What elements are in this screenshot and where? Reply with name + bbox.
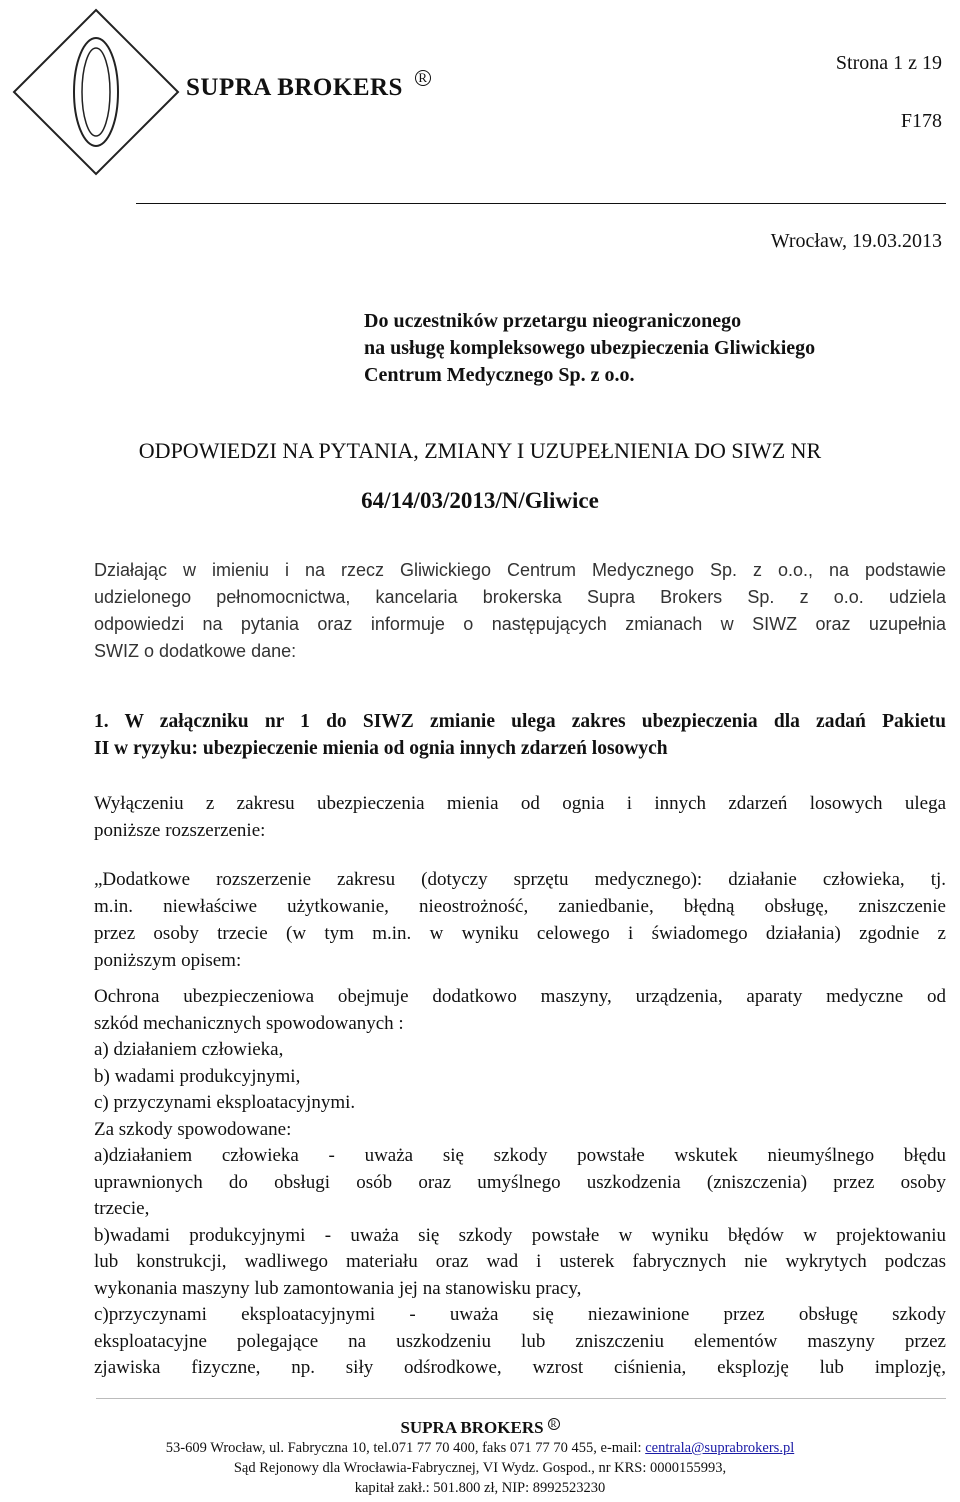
paragraph-line: lub konstrukcji, wadliwego materiału oraz wad i usterek fabrycznych nie wykrytych podczas (94, 1251, 946, 1272)
paragraph-line: poniższym opisem: (94, 950, 242, 971)
footer-divider (96, 1398, 946, 1399)
paragraph-line: Ochrona ubezpieczeniowa obejmuje dodatkowo maszyny, urządzenia, aparaty medyczne od (94, 986, 946, 1007)
footer (0, 1418, 960, 1498)
supra-brokers-logo-icon (8, 4, 184, 180)
paragraph-line: trzecie, (94, 1198, 150, 1219)
footer-address-text: 53-609 Wrocław, ul. Fabryczna 10, tel.071 77 70 400, faks 071 77 70 455, e-mail: (165, 1440, 646, 1456)
header-divider (136, 203, 946, 204)
form-code: F178 (900, 110, 942, 132)
paragraph-line: Za szkody spowodowane: (94, 1118, 292, 1140)
page-number: Strona 1 z 19 (835, 52, 942, 74)
list-item: c) przyczynami eksploatacyjnymi. (94, 1092, 356, 1113)
title-line-1: ODPOWIEDZI NA PYTANIA, ZMIANY I UZUPEŁNIENIA DO SIWZ NR (138, 438, 822, 463)
paragraph-line: szkód mechanicznych spowodowanych : (94, 1012, 404, 1034)
paragraph-line: udzielonego pełnomocnictwa, kancelaria brokerska Supra Brokers Sp. z o.o. udziela (94, 587, 946, 607)
list-item: b) wadami produkcyjnymi, (94, 1065, 301, 1087)
document-date: Wrocław, 19.03.2013 (770, 230, 942, 252)
paragraph-line: przez osoby trzecie (w tym m.in. w wyniku celowego i świadomego działania) zgodnie z (94, 923, 946, 944)
paragraph-line: poniższe rozszerzenie: (94, 820, 266, 841)
footer-brand-text: SUPRA BROKERS (400, 1418, 544, 1437)
addressee-line: Do uczestników przetargu nieograniczonego (364, 310, 742, 332)
title-reference-number: 64/14/03/2013/N/Gliwice (361, 488, 599, 513)
footer-court-registration: Sąd Rejonowy dla Wrocławia-Fabrycznej, VI Wydz. Gospod., nr KRS: 0000155993, (233, 1460, 727, 1476)
paragraph-line: Działając w imieniu i na rzecz Gliwickiego Centrum Medycznego Sp. z o.o., na podstawie (94, 560, 946, 580)
brand-text: SUPRA BROKERS (186, 74, 403, 101)
paragraph-line: „Dodatkowe rozszerzenie zakresu (dotyczy sprzętu medycznego): działanie człowieka, tj. (94, 869, 946, 890)
addressee-line: na usługę kompleksowego ubezpieczenia Gliwickiego (364, 337, 816, 359)
paragraph-line: c)przyczynami eksploatacyjnymi - uważa się niezawinione przez obsługę szkody (94, 1304, 946, 1325)
addressee-line: Centrum Medycznego Sp. z o.o. (364, 364, 635, 386)
paragraph-line: zjawiska fizyczne, np. siły odśrodkowe, wzrost ciśnienia, eksplozję lub implozję, (94, 1357, 946, 1378)
paragraph-line: eksploatacyjne polegające na uszkodzeniu lub zniszczeniu elementów maszyny przez (94, 1330, 946, 1352)
paragraph-line: a)działaniem człowieka - uważa się szkody powstałe wskutek nieumyślnego błędu (94, 1145, 946, 1166)
item-1-heading (94, 708, 946, 762)
footer-address (0, 1438, 960, 1458)
registered-mark-icon: R (415, 70, 431, 86)
list-item: a) działaniem człowieka, (94, 1039, 284, 1060)
paragraph-line: uprawnionych do obsługi osób oraz umyślnego uszkodzenia (zniszczenia) przez osoby (94, 1171, 946, 1193)
registered-mark-icon: R (548, 1418, 560, 1430)
brand-name (186, 70, 431, 102)
paragraph-line: m.in. niewłaściwe użytkowanie, nieostrożność, zaniedbanie, błędną obsługę, zniszczenie (94, 896, 946, 917)
addressee-block (364, 308, 815, 389)
footer-capital: kapitał zakł.: 501.800 zł, NIP: 8992523230 (354, 1480, 606, 1496)
document-title (0, 436, 960, 516)
paragraph-line: wykonania maszyny lub zamontowania jej na stanowisku pracy, (94, 1277, 582, 1299)
paragraph-line: Wyłączeniu z zakresu ubezpieczenia mienia od ognia i innych zdarzeń losowych ulega (94, 793, 946, 814)
coverage-description (94, 984, 946, 1382)
heading-line: II w ryzyku: ubezpieczenie mienia od ognia innych zdarzeń losowych (94, 738, 668, 759)
paragraph-line: b)wadami produkcyjnymi - uważa się szkody powstałe w wyniku błędów w projektowaniu (94, 1224, 946, 1246)
heading-line: 1. W załączniku nr 1 do SIWZ zmianie ulega zakres ubezpieczenia dla zadań Pakietu (94, 711, 946, 732)
footer-email-link[interactable]: centrala@suprabrokers.pl (645, 1440, 795, 1456)
footer-brand (0, 1418, 960, 1438)
paragraph-line: odpowiedzi na pytania oraz informuje o następujących zmianach w SIWZ oraz uzupełnia (94, 614, 946, 634)
paragraph-line: SWIZ o dodatkowe dane: (94, 641, 297, 661)
extension-clause (94, 866, 946, 974)
intro-paragraph (94, 557, 946, 665)
exclusion-paragraph (94, 790, 946, 844)
